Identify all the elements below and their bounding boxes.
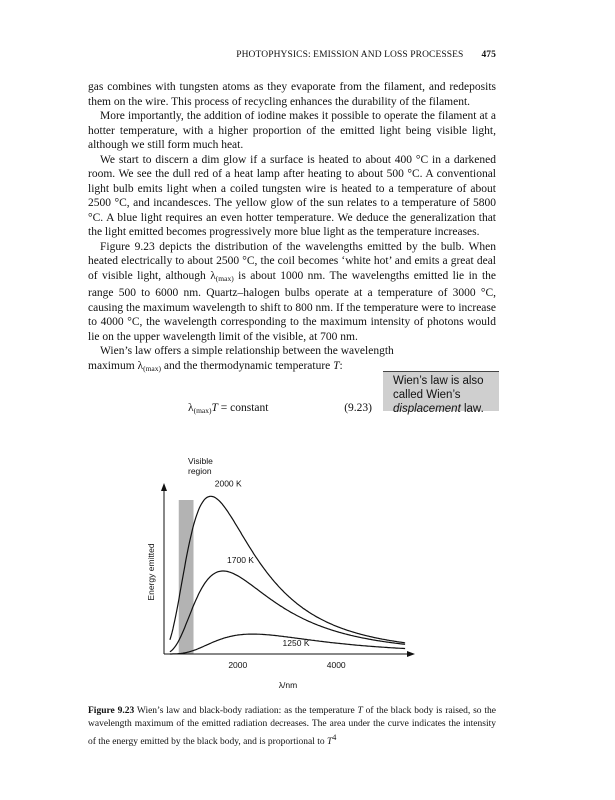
body-text	[88, 80, 496, 376]
x-axis-arrow	[407, 651, 415, 657]
wien-law-chart	[140, 452, 430, 692]
paragraph-1: gas combines with tungsten atoms as they evaporate from the filament, and redeposits them on the wire. This process of recycling enhances the durability of the filament.	[88, 81, 496, 108]
caption-sup: 4	[332, 733, 337, 742]
paragraph-5-line-1: Wien’s law offers a simple relationship between the wavelength	[100, 345, 394, 357]
caption-T4: T	[327, 737, 333, 748]
equation-subscript: (max)	[193, 406, 212, 415]
paragraph-4-text-b: is about 1000 nm. The wavelengths emitted lie in the range 500 to 6000 nm. Quartz–halogen bulbs operate at a temperature of 3000 °C, causing the maximum wavelength to shift to 800 nm. If the temperature were to increase to 4000 °C, the wavelength corresponding to the maximum intensity of photons would lie on the upper wavelength limit of the visible, at 700 nm.	[88, 269, 496, 343]
paragraph-5-line-2a: maximum λ	[88, 359, 144, 372]
running-header	[88, 50, 496, 60]
visible-region-label-1: Visible	[188, 456, 213, 466]
x-axis-label: λ/nm	[278, 680, 298, 690]
temperature-symbol: T	[333, 359, 340, 372]
margin-note	[383, 371, 499, 415]
curve-label-2000k: 2000 K	[214, 478, 242, 489]
lambda-max-subscript: (max)	[215, 273, 234, 283]
y-axis-label: Energy emitted	[146, 543, 156, 601]
margin-note-text-b: law.	[460, 403, 484, 415]
paragraph-4	[88, 240, 496, 345]
paragraph-4-text-a: Figure 9.23 depicts the distribution of the wavelengths emitted by the bulb. When heated electrically to about 2500 °C, the coil becomes ‘white hot’ and emits a great deal of visible light, although λ	[88, 240, 496, 282]
curve-label-1700k: 1700 K	[227, 555, 254, 565]
equation-rhs: = constant	[217, 402, 269, 414]
paragraph-5-colon: :	[339, 359, 343, 372]
figure-caption	[88, 705, 496, 749]
y-axis-arrow	[161, 483, 167, 491]
caption-T: T	[357, 706, 363, 716]
visible-region-band	[179, 500, 194, 654]
paragraph-3: We start to discern a dim glow if a surface is heated to about 400 °C in a darkened room. We see the dull red of a heat lamp after heating to about 500 °C. A conventional light bulb emits light when a coiled tungsten wire is heated to a temperature of about 2500 °C, and incandesces. The yellow glow of the sun relates to a temperature of 5800 °C. A blue light requires an even hotter temperature. We deduce the generalization that the light emitted becomes progressively more blue light as the temperature increases.	[88, 153, 496, 238]
equation-T: T	[211, 402, 218, 414]
caption-text-b: of the black body is raised, so the wavelength maximum of the emitted radiation decreases. The area under the curve indicates the intensity of the energy emitted by the black body, and is proportional to	[88, 706, 496, 748]
visible-region-label-2: region	[188, 466, 212, 476]
caption-text-a: Wien’s law and black-body radiation: as the temperature	[134, 706, 358, 716]
x-tick-4000: 4000	[326, 660, 346, 670]
caption-label: Figure 9.23	[88, 706, 135, 716]
margin-note-text-a: Wien’s law is also called Wien’s	[393, 375, 484, 401]
margin-note-emphasis: displacement	[393, 403, 461, 415]
equation-number: (9.23)	[344, 402, 372, 414]
paragraph-2: More importantly, the addition of iodine makes it possible to operate the filament at a hotter temperature, with a higher proportion of the emitted light being visible light, although we still form much heat.	[88, 110, 496, 151]
equation-expression	[188, 402, 268, 415]
paragraph-5-line-2b: and the thermodynamic temperature	[161, 359, 334, 372]
lambda-max-subscript-2: (max)	[143, 363, 162, 373]
x-tick-2000: 2000	[228, 660, 248, 670]
page-number: 475	[481, 50, 496, 60]
curve-2000k	[170, 496, 405, 643]
running-title: PHOTOPHYSICS: EMISSION AND LOSS PROCESSES	[236, 50, 464, 60]
curve-label-1250k: 1250 K	[282, 638, 310, 649]
equation-lambda: λ	[188, 402, 194, 414]
